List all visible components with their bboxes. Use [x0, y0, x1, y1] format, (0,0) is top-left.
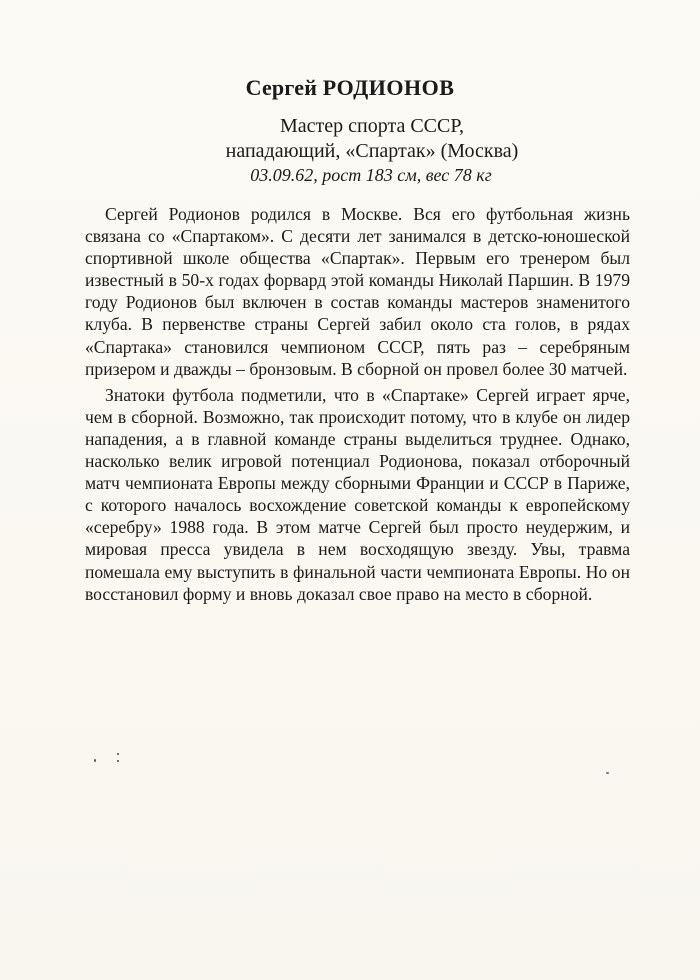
player-title-line-1: Мастер спорта СССР, — [280, 115, 464, 137]
player-title-line-2: нападающий, «Спартак» (Москва) — [225, 140, 519, 162]
biography-paragraph-2: Знатоки футбола подметили, что в «Спартаке» Сергей играет ярче, чем в сборной. Возможно, так происходит потому, что в клубе он лидер нападения, а в главной команде страны выделиться труднее. Однако, насколько велик игровой потенциал Родионова, показал отборочный матч чемпионата Европы между сборными Франции и СССР в Париже, с которого началось восхождение советской команды к европейскому «серебру» 1988 года. В этом матче Сергей был просто неудержим, и мировая пресса увидела в нем восходящую звезду. Увы, травма помешала ему выступить в финальной части чемпионата Европы. Но он восстановил форму и вновь доказал свое право на место в сборной. — [85, 384, 630, 604]
biography-text — [85, 203, 630, 605]
paper-speck — [117, 753, 119, 755]
player-stats: 03.09.62, рост 183 см, вес 78 кг — [250, 165, 492, 185]
player-name — [0, 74, 700, 102]
paper-speck — [606, 772, 609, 774]
biography-paragraph-1: Сергей Родионов родился в Москве. Вся его футбольная жизнь связана со «Спартаком». С десяти лет занимался в детско-юношеской спортивной школе общества «Спартак». Первым его тренером был известный в 50-х годах форвард этой команды Николай Паршин. В 1979 году Родионов был включен в состав команды мастеров знаменитого клуба. В первенстве страны Сергей забил около ста голов, в рядах «Спартака» становился чемпионом СССР, пять раз – серебряным призером и дважды – бронзовым. В сборной он провел более 30 матчей. — [85, 204, 630, 379]
paper-speck — [117, 760, 119, 762]
paper-speck — [94, 759, 96, 762]
player-last-name: РОДИОНОВ — [322, 75, 455, 100]
player-first-name: Сергей — [245, 75, 318, 100]
document-header — [0, 74, 700, 187]
